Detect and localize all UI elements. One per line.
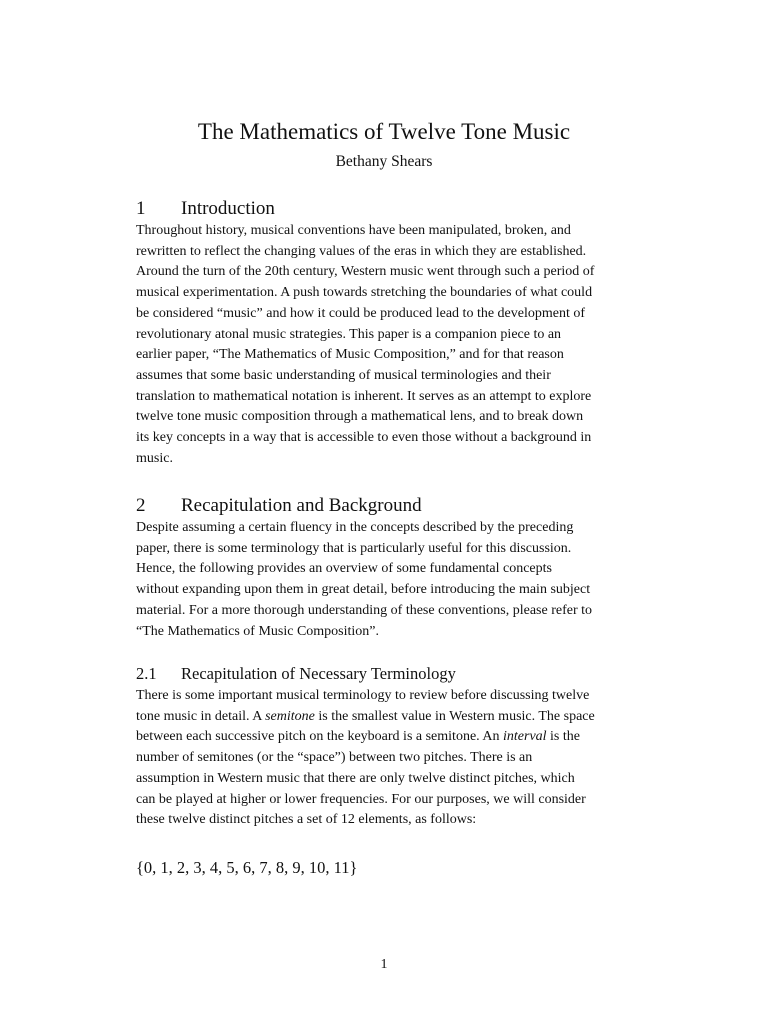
paragraph-line: translation to mathematical notation is inherent. It serves as an attempt to explore — [136, 388, 592, 404]
background-paragraph — [136, 518, 636, 642]
section-title: Introduction — [181, 198, 275, 219]
paragraph-line: Despite assuming a certain fluency in the concepts described by the preceding — [136, 520, 574, 535]
paragraph-line: twelve tone music composition through a mathematical lens, and to break down — [136, 409, 584, 425]
text-run: is the — [546, 729, 580, 745]
paragraph-line: Throughout history, musical conventions have been manipulated, broken, and — [136, 223, 571, 238]
paragraph-line: “The Mathematics of Music Composition”. — [136, 623, 380, 639]
terminology-paragraph — [136, 686, 636, 831]
text-run: between each successive pitch on the keyboard is a semitone. An — [136, 729, 503, 745]
paragraph-line — [136, 727, 636, 748]
paragraph-line: music. — [136, 450, 173, 466]
paragraph-line: earlier paper, “The Mathematics of Music Composition,” and for that reason — [136, 347, 564, 363]
paragraph-line: paper, there is some terminology that is particularly useful for this discussion. — [136, 540, 572, 556]
paper-title: The Mathematics of Twelve Tone Music — [197, 119, 571, 144]
subsection-title: Recapitulation of Necessary Terminology — [181, 664, 456, 683]
paragraph-line: Around the turn of the 20th century, Western music went through such a period of — [136, 264, 595, 280]
paragraph-line: its key concepts in a way that is accessible to even those without a background in — [136, 430, 592, 446]
paragraph-line: There is some important musical terminology to review before discussing twelve — [136, 688, 590, 703]
section-number: 2 — [136, 495, 146, 516]
paragraph-line: musical experimentation. A push towards stretching the boundaries of what could — [136, 285, 593, 301]
term-semitone: semitone — [265, 708, 315, 724]
paragraph-line: without expanding upon them in great detail, before introducing the main subject — [136, 582, 591, 598]
introduction-paragraph — [136, 221, 636, 469]
paragraph-line: assumption in Western music that there are only twelve distinct pitches, which — [136, 770, 575, 786]
paragraph-line: be considered “music” and how it could be produced lead to the development of — [136, 305, 586, 321]
section-heading-recapitulation — [136, 494, 422, 518]
section-heading-introduction — [136, 197, 275, 221]
text-run: tone music in detail. A — [136, 708, 266, 724]
subsection-heading-terminology — [136, 663, 456, 685]
paragraph-line — [136, 707, 636, 728]
page-number: 1 — [380, 957, 388, 972]
text-run: is the smallest value in Western music. The space — [314, 708, 595, 724]
subsection-number: 2.1 — [136, 664, 157, 683]
paragraph-line: rewritten to reflect the changing values of the eras in which they are established. — [136, 243, 587, 259]
section-title: Recapitulation and Background — [181, 495, 422, 516]
paragraph-line: Hence, the following provides an overview of some fundamental concepts — [136, 561, 552, 577]
paragraph-line: assumes that some basic understanding of musical terminologies and their — [136, 367, 551, 383]
pitch-set-equation: {0, 1, 2, 3, 4, 5, 6, 7, 8, 9, 10, 11} — [136, 858, 358, 877]
author-name: Bethany Shears — [335, 153, 433, 170]
paragraph-line: material. For a more thorough understanding of these conventions, please refer to — [136, 602, 593, 618]
paragraph-line: these twelve distinct pitches a set of 12 elements, as follows: — [136, 812, 477, 828]
paragraph-line: number of semitones (or the “space”) between two pitches. There is an — [136, 750, 533, 766]
term-interval: interval — [503, 729, 547, 745]
paragraph-line: can be played at higher or lower frequencies. For our purposes, we will consider — [136, 791, 586, 807]
paragraph-line: revolutionary atonal music strategies. This paper is a companion piece to an — [136, 326, 562, 342]
section-number: 1 — [136, 198, 146, 219]
